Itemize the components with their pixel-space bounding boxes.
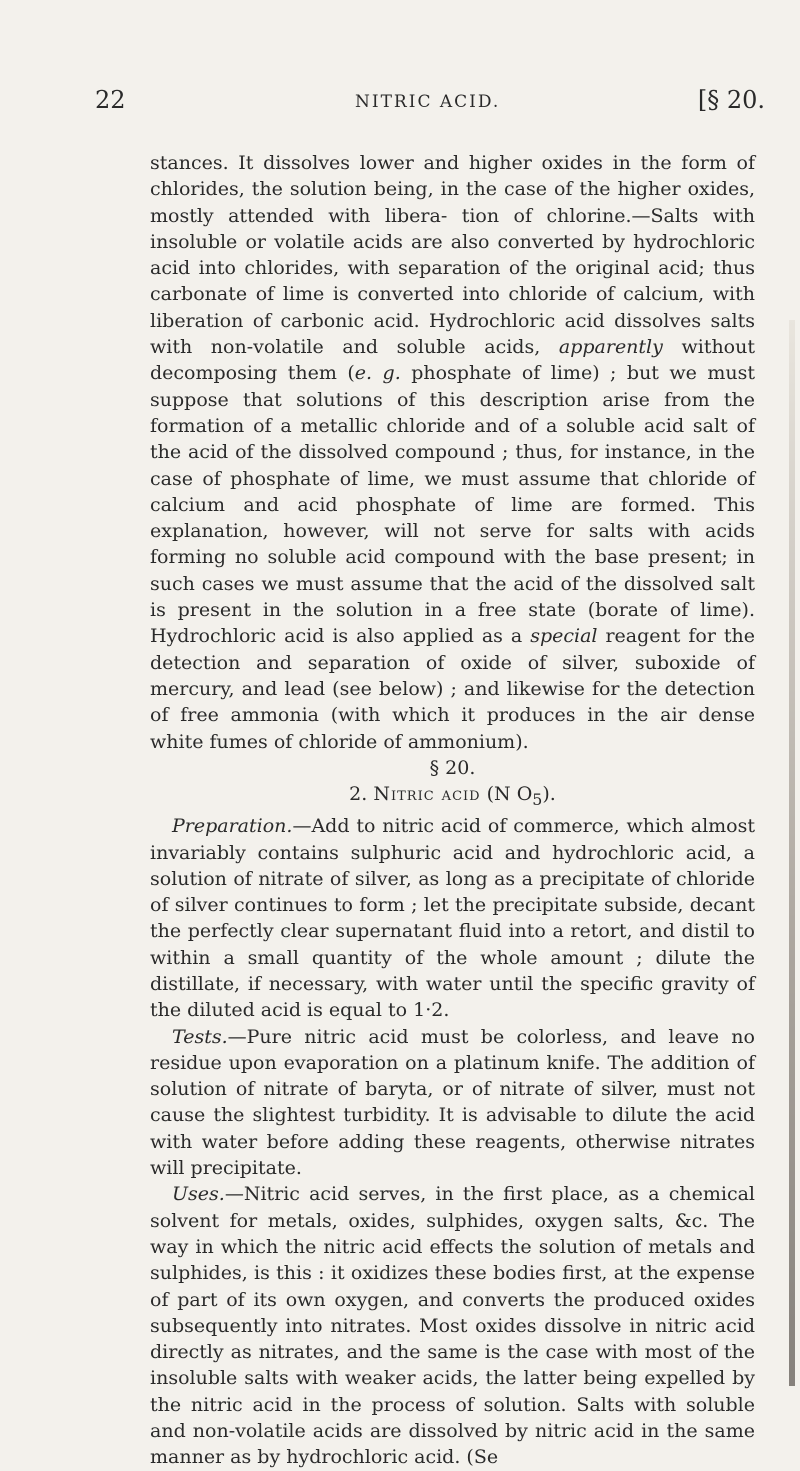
subsection-preparation: [150, 813, 755, 1023]
running-title: NITRIC ACID.: [355, 92, 501, 112]
paragraph: [150, 150, 755, 755]
italic-run: special: [530, 625, 598, 648]
text-run: without decomposing them (: [150, 336, 755, 385]
text-run: phosphate of lime) ; but we must suppose that solutions of this description arise from the formation of a metallic chloride and of a soluble acid salt of the acid of the dissolved compound ; thus, for instance, in the case of phosphate of lime, we must assume that chloride of calcium and acid phosphate of lime are formed. This explanation, however, will not serve for salts with acids forming no soluble acid compound with the base present; in such cases we must assume that the acid of the dissolved salt is present in the solution in a free state (borate of lime). Hydrochloric acid is also applied as a: [150, 362, 756, 648]
subsection-uses: [150, 1181, 755, 1470]
section-title-prefix: 2.: [349, 783, 374, 806]
page-header: [95, 86, 765, 118]
subsection-heading: Tests.: [172, 1025, 228, 1048]
subsection-text: —Pure nitric acid must be colorless, and leave no residue upon evaporation on a platinum knife. The addition of solution of nitrate of baryta, or of nitrate of silver, must not cause the slightest turbidity. It is advisable to dilute the acid with water before adding these reagents, otherwise nitrates will precipitate.: [150, 1025, 755, 1180]
subsection-tests: [150, 1024, 755, 1182]
section-formula: (N O: [486, 783, 533, 806]
page-number: 22: [95, 86, 126, 114]
text-run: reagent for the detection and separation of oxide of silver, suboxide of mercury, and lead (see below) ; and likewise for the detection of free ammonia (with which it produces in the air dense white fumes of chloride of ammonium).: [150, 625, 755, 753]
subsection-heading: Uses.: [172, 1183, 225, 1206]
subsection-text: —Add to nitric acid of commerce, which almost invariably contains sulphuric acid and hydrochloric acid, a solution of nitrate of silver, as long as a precipitate of chloride of silver continues to form ; let the precipitate subside, decant the perfectly clear supernatant fluid into a retort, and distil to within a small quantity of the whole amount ; dilute the distillate, if necessary, with water until the specific gravity of the diluted acid is equal to 1·2.: [150, 815, 755, 1022]
italic-run: apparently: [558, 336, 663, 359]
italic-run: e. g.: [354, 362, 401, 385]
page-edge-shadow: [789, 320, 795, 1386]
subsection-heading: Preparation.: [172, 815, 293, 838]
section-number: § 20.: [429, 756, 476, 779]
section-formula-subscript: 5: [532, 789, 543, 809]
section-reference: [§ 20.: [697, 86, 765, 114]
page-body: [150, 150, 755, 1471]
section-formula-end: ).: [542, 783, 556, 806]
section-title-text: Nitric acid: [373, 783, 481, 806]
text-run: stances. It dissolves lower and higher oxides in the form of chlorides, the solution being, in the case of the higher oxides, mostly attended with libera- tion of chlorine.—Salts with insoluble or volatile acids are also converted by hydrochloric acid into chlorides, with separation of the original acid; thus carbonate of lime is converted into chloride of calcium, with liberation of carbonic acid. Hydrochloric acid dissolves salts with non-volatile and soluble acids,: [150, 152, 755, 359]
section-title: [150, 781, 755, 813]
subsection-text: —Nitric acid serves, in the first place, as a chemical solvent for metals, oxides, sulphides, oxygen salts, &c. The way in which the nitric acid effects the solution of metals and sulphides, is this : it oxidizes these bodies first, at the expense of part of its own oxygen, and converts the produced oxides subsequently into nitrates. Most oxides dissolve in nitric acid directly as nitrates, and the same is the case with most of the insoluble salts with weaker acids, the latter being expelled by the nitric acid in the process of solution. Salts with soluble and non-volatile acids are dissolved by nitric acid in the same manner as by hydrochloric acid. (Se: [150, 1183, 755, 1469]
